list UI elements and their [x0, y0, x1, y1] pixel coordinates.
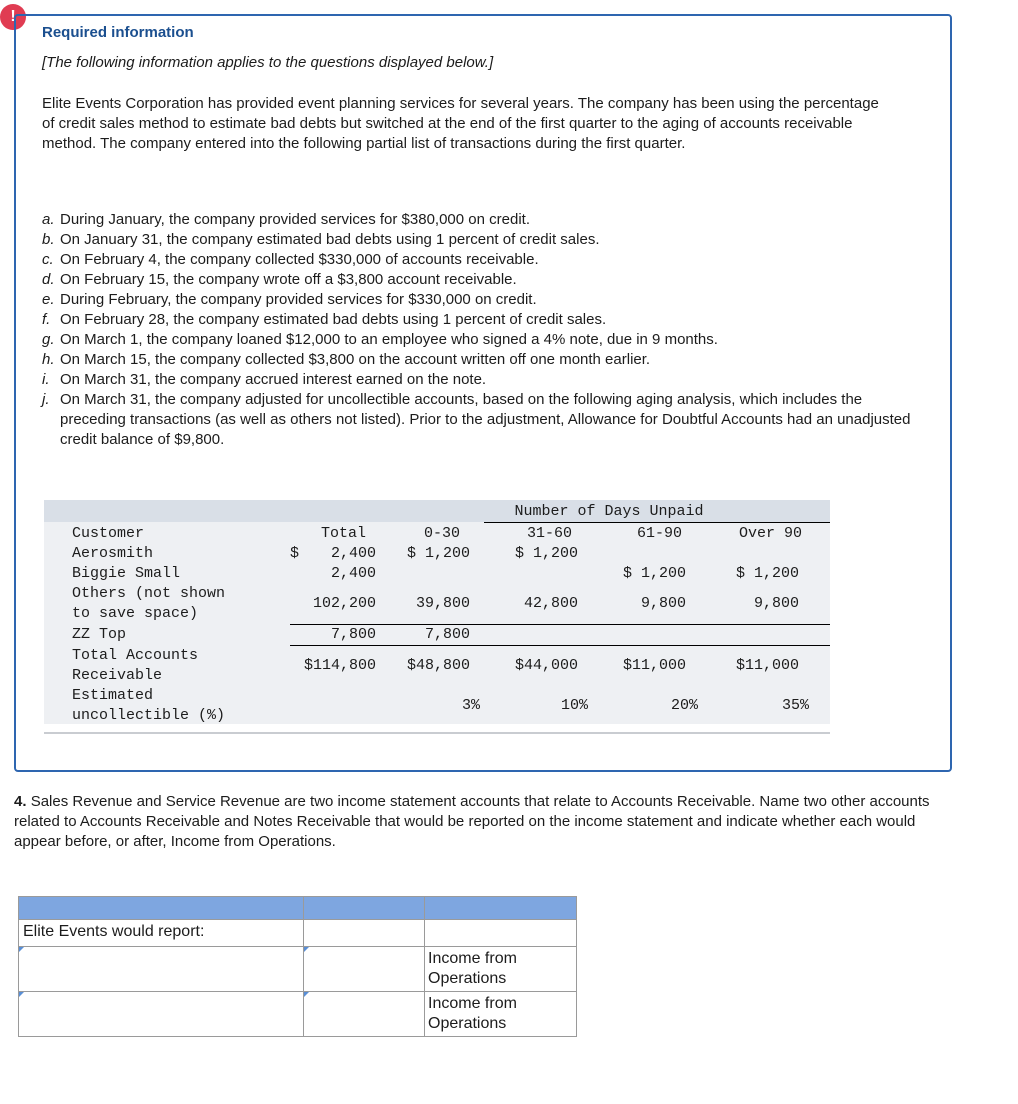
info-note: [The following information applies to the questions displayed below.] — [42, 54, 494, 71]
row-customer-cont: to save space) — [72, 605, 199, 622]
col-header-total: Total — [320, 525, 366, 542]
col-header-over-90: Over 90 — [738, 525, 802, 542]
col-header-61-90: 61-90 — [636, 525, 682, 542]
question-text: Sales Revenue and Service Revenue are two income statement accounts that relate to Accounts Receivable. Name two other accounts related to Accounts Receivable and Notes Receivable that would be reported on the income statement and indicate whether each would appear before, or after, Income from Operations. — [14, 793, 930, 850]
intro-paragraph: Elite Events Corporation has provided event planning services for several years. The company has been using the percentage of credit sales method to estimate bad debts but switched at the end of the first quarter to the aging of accounts receivable method. The company entered into the following partial list of transactions during the first quarter. — [42, 95, 879, 152]
transaction-item: d. On February 15, the company wrote off a $3,800 account receivable. — [42, 271, 517, 288]
transaction-item: b. On January 31, the company estimated bad debts using 1 percent of credit sales. — [42, 231, 600, 248]
row-31-60: $ 1,200 — [514, 545, 578, 562]
row-61-90: 20% — [670, 697, 698, 714]
alert-icon: ! — [0, 4, 26, 30]
answer-empty-cell — [304, 920, 425, 947]
row-customer: ZZ Top — [72, 626, 127, 643]
answer-header-cell — [304, 897, 425, 920]
row-total: 2,400 — [330, 565, 376, 582]
col-header-customer: Customer — [72, 525, 145, 542]
row-0-30: $48,800 — [406, 657, 470, 674]
row-0-30: 39,800 — [415, 595, 470, 612]
row-customer: Aerosmith — [72, 545, 154, 562]
income-from-operations-label: Income from Operations — [425, 992, 577, 1037]
transaction-item: g. On March 1, the company loaned $12,000 to an employee who signed a 4% note, due in 9 months. — [42, 331, 718, 348]
answer-table — [18, 896, 577, 1037]
row-61-90: $ 1,200 — [622, 565, 686, 582]
col-header-0-30: 0-30 — [423, 525, 460, 542]
row-61-90: 9,800 — [640, 595, 686, 612]
row-31-60: 42,800 — [523, 595, 578, 612]
transaction-item: f. On February 28, the company estimated bad debts using 1 percent of credit sales. — [42, 311, 607, 328]
transaction-item: c. On February 4, the company collected $330,000 of accounts receivable. — [42, 251, 539, 268]
row-total: 102,200 — [312, 595, 376, 612]
row-customer: Estimated — [72, 687, 154, 704]
transaction-item: h. On March 15, the company collected $3,800 on the account written off one month earlier. — [42, 351, 651, 368]
transaction-item: j. On March 31, the company adjusted for uncollectible accounts, based on the following aging analysis, which includes the preceding transactions (as well as others not listed). Prior to the adjustment, Allowance for Doubtful Accounts had an unadjusted credit balance of $9,800. — [42, 391, 911, 448]
row-total: $114,800 — [303, 657, 376, 674]
row-0-30: 3% — [461, 697, 480, 714]
row-61-90: $11,000 — [622, 657, 686, 674]
dollar-sign: $ — [290, 545, 300, 562]
row-over-90: $ 1,200 — [735, 565, 799, 582]
row-over-90: 35% — [781, 697, 809, 714]
question-number: 4. — [14, 793, 27, 810]
transaction-list — [42, 210, 922, 450]
row-total: 7,800 — [330, 626, 376, 643]
account-dropdown-2[interactable] — [19, 992, 304, 1037]
income-from-operations-label: Income from Operations — [425, 947, 577, 992]
answer-row-label: Elite Events would report: — [19, 920, 304, 947]
row-customer-cont: Receivable — [72, 667, 163, 684]
answer-header-cell — [425, 897, 577, 920]
transaction-item: i. On March 31, the company accrued interest earned on the note. — [42, 371, 487, 388]
row-total: 2,400 — [330, 545, 376, 562]
row-over-90: 9,800 — [753, 595, 799, 612]
row-customer: Others (not shown — [72, 585, 226, 602]
row-customer: Total Accounts — [72, 647, 199, 664]
aging-table — [44, 488, 830, 726]
account-dropdown-1[interactable] — [19, 947, 304, 992]
required-information-title: Required information — [42, 24, 194, 41]
answer-header-cell — [19, 897, 304, 920]
question-4 — [14, 792, 934, 852]
row-customer-cont: uncollectible (%) — [72, 707, 226, 724]
row-0-30: $ 1,200 — [406, 545, 470, 562]
answer-empty-cell — [425, 920, 577, 947]
row-31-60: $44,000 — [514, 657, 578, 674]
timing-dropdown-1[interactable] — [304, 947, 425, 992]
col-header-31-60: 31-60 — [526, 525, 572, 542]
group-header: Number of Days Unpaid — [514, 503, 704, 520]
row-0-30: 7,800 — [424, 626, 470, 643]
transaction-item: a. During January, the company provided services for $380,000 on credit. — [42, 211, 530, 228]
row-31-60: 10% — [560, 697, 588, 714]
row-over-90: $11,000 — [735, 657, 799, 674]
timing-dropdown-2[interactable] — [304, 992, 425, 1037]
transaction-item: e. During February, the company provided services for $330,000 on credit. — [42, 291, 537, 308]
row-customer: Biggie Small — [72, 565, 181, 582]
